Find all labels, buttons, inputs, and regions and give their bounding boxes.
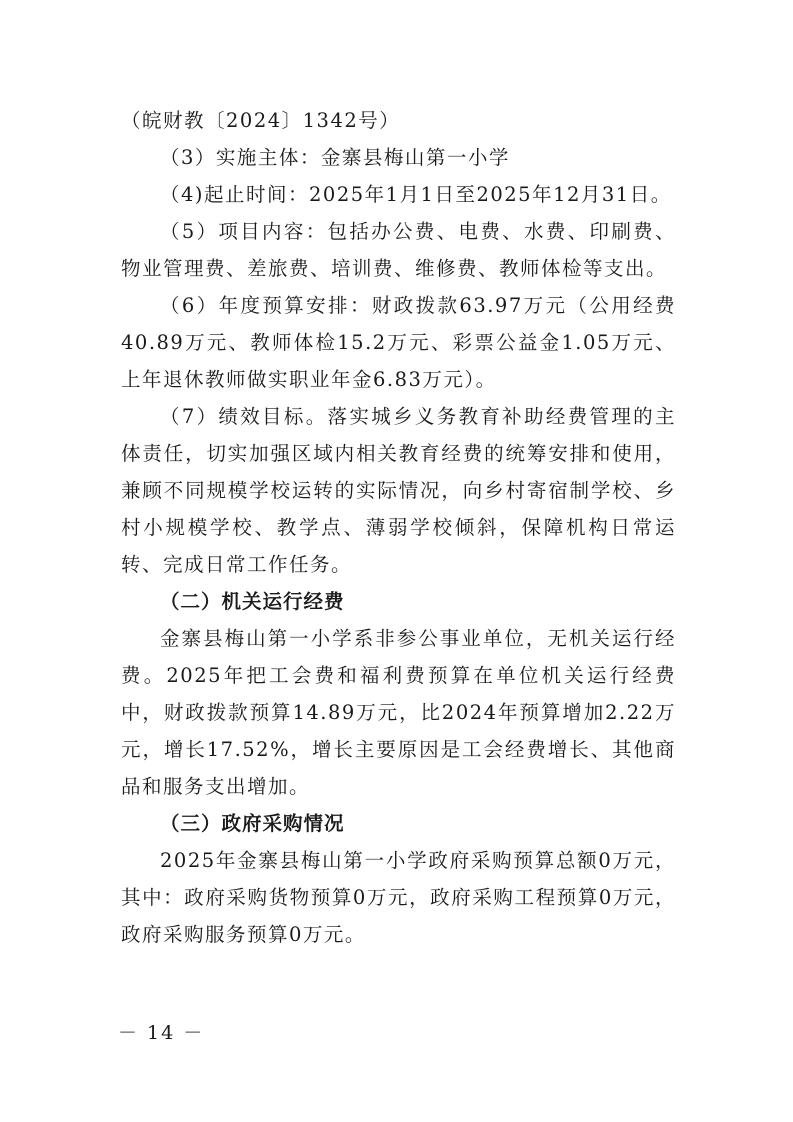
paragraph-implementing-entity: （3）实施主体：金寨县梅山第一小学	[160, 146, 510, 169]
paragraph-operating-funds: 金寨县梅山第一小学系非参公事业单位，无机关运行经费。2025年把工会费和福利费预算在单位机关运行经费中，财政拨款预算14.89万元，比2024年预算增加2.22万元，增长17.52%，增长主要原因是工会经费增长、其他商品和服务支出增加。	[121, 627, 676, 798]
paragraph-document-reference: （皖财教〔2024〕1342号）	[121, 109, 401, 132]
paragraph-time-period: （4)起止时间：2025年1月1日至2025年12月31日。	[160, 183, 672, 206]
paragraph-performance-goals: （7）绩效目标。落实城乡义务教育补助经费管理的主体责任，切实加强区域内相关教育经费的统筹安排和使用，兼顾不同规模学校运转的实际情况，向乡村寄宿制学校、乡村小规模学校、教学点、薄弱学校倾斜，保障机构日常运转、完成日常工作任务。	[121, 405, 676, 576]
paragraph-project-content: （5）项目内容：包括办公费、电费、水费、印刷费、物业管理费、差旅费、培训费、维修费、教师体检等支出。	[121, 220, 676, 280]
page-number: － 14 －	[118, 1022, 205, 1044]
paragraph-government-procurement: 2025年金寨县梅山第一小学政府采购预算总额0万元，其中：政府采购货物预算0万元，政府采购工程预算0万元，政府采购服务预算0万元。	[121, 849, 676, 946]
section-heading-operating-funds: （二）机关运行经费	[160, 590, 345, 613]
body-text	[121, 102, 676, 953]
paragraph-annual-budget: （6）年度预算安排：财政拨款63.97万元（公用经费40.89万元、教师体检15.2万元、彩票公益金1.05万元、上年退休教师做实职业年金6.83万元）。	[121, 294, 676, 391]
section-heading-government-procurement: （三）政府采购情况	[160, 812, 345, 835]
